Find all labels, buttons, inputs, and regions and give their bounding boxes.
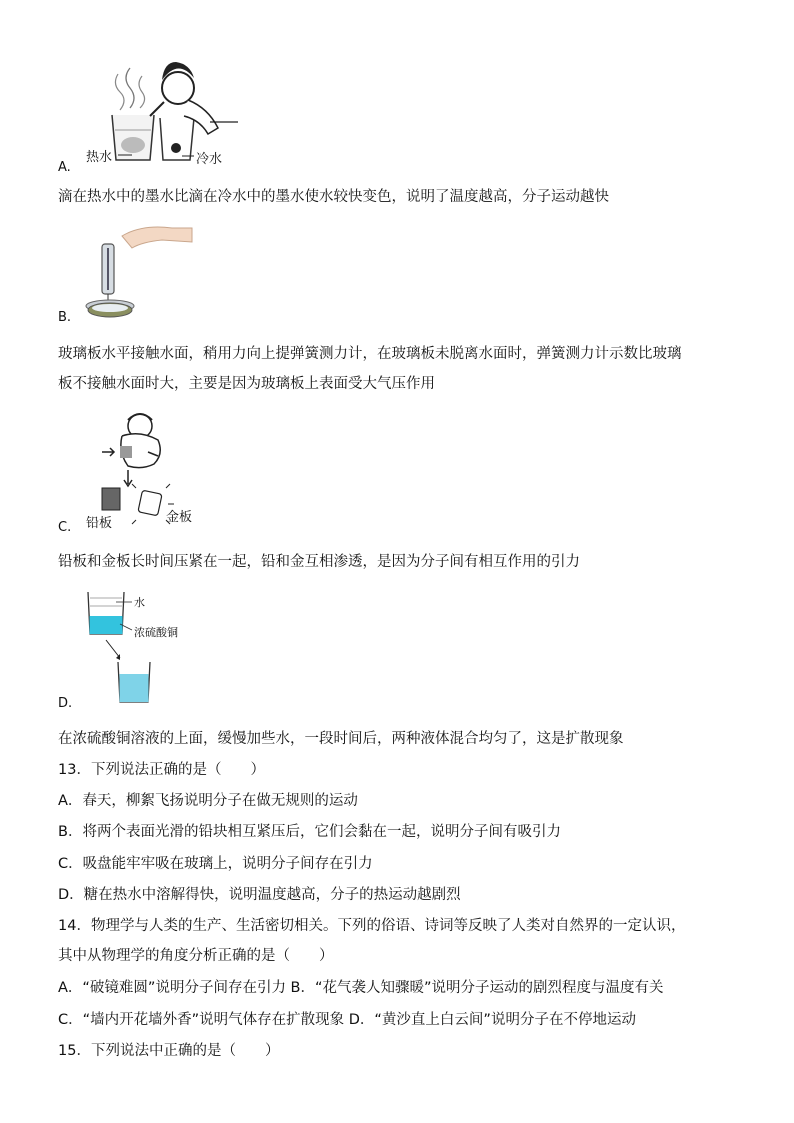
q13-option-d: D．糖在热水中溶解得快，说明温度越高，分子的热运动越剧烈 <box>58 887 461 903</box>
q13-option-b: B．将两个表面光滑的铅块相互紧压后，它们会黏在一起，说明分子间有吸引力 <box>58 824 561 840</box>
label-cold-water: 冷水 <box>196 152 223 167</box>
label-hot-water: 热水 <box>86 150 113 165</box>
option-b-label: B. <box>58 310 72 325</box>
label-water: 水 <box>134 596 145 609</box>
option-a-label: A. <box>58 160 71 175</box>
label-lead-plate: 铅板 <box>86 516 113 531</box>
label-copper-sulfate: 浓硫酸铜 <box>134 626 178 639</box>
option-c-label: C. <box>58 520 72 535</box>
q14-stem-line2: 其中从物理学的角度分析正确的是（ ） <box>58 948 334 964</box>
q13-option-c: C．吸盘能牢牢吸在玻璃上，说明分子间存在引力 <box>58 856 373 872</box>
q15-stem: 15．下列说法中正确的是（ ） <box>58 1043 280 1059</box>
figure-spring-scale-glass-plate <box>82 222 202 322</box>
q14-options-cd: C．“墙内开花墙外香”说明气体存在扩散现象 D．“黄沙直上白云间”说明分子在不停地运动 <box>58 1012 636 1028</box>
option-b-text-line1: 玻璃板水平接触水面，稍用力向上提弹簧测力计，在玻璃板未脱离水面时，弹簧测力计示数比玻璃 <box>58 346 682 362</box>
q14-stem-line1: 14．物理学与人类的生产、生活密切相关。下列的俗语、诗词等反映了人类对自然界的一定认识， <box>58 918 686 934</box>
q13-stem: 13．下列说法正确的是（ ） <box>58 762 265 778</box>
option-d-text: 在浓硫酸铜溶液的上面，缓慢加些水，一段时间后，两种液体混合均匀了，这是扩散现象 <box>58 731 624 747</box>
option-d-label: D. <box>58 696 73 711</box>
option-a-text: 滴在热水中的墨水比滴在冷水中的墨水使水较快变色，说明了温度越高，分子运动越快 <box>58 189 609 205</box>
q14-options-ab: A．“破镜难圆”说明分子间存在引力 B．“花气袭人知骤暖”说明分子运动的剧烈程度与温度有关 <box>58 980 664 996</box>
option-c-text: 铅板和金板长时间压紧在一起，铅和金互相渗透，是因为分子间有相互作用的引力 <box>58 554 580 570</box>
option-b-text-line2: 板不接触水面时大，主要是因为玻璃板上表面受大气压作用 <box>58 376 435 392</box>
figure-copper-sulfate-diffusion <box>82 588 222 708</box>
label-gold-plate: 金板 <box>166 510 193 525</box>
q13-option-a: A．春天，柳絮飞扬说明分子在做无规则的运动 <box>58 793 358 809</box>
figure-lead-gold-plates <box>80 408 220 528</box>
